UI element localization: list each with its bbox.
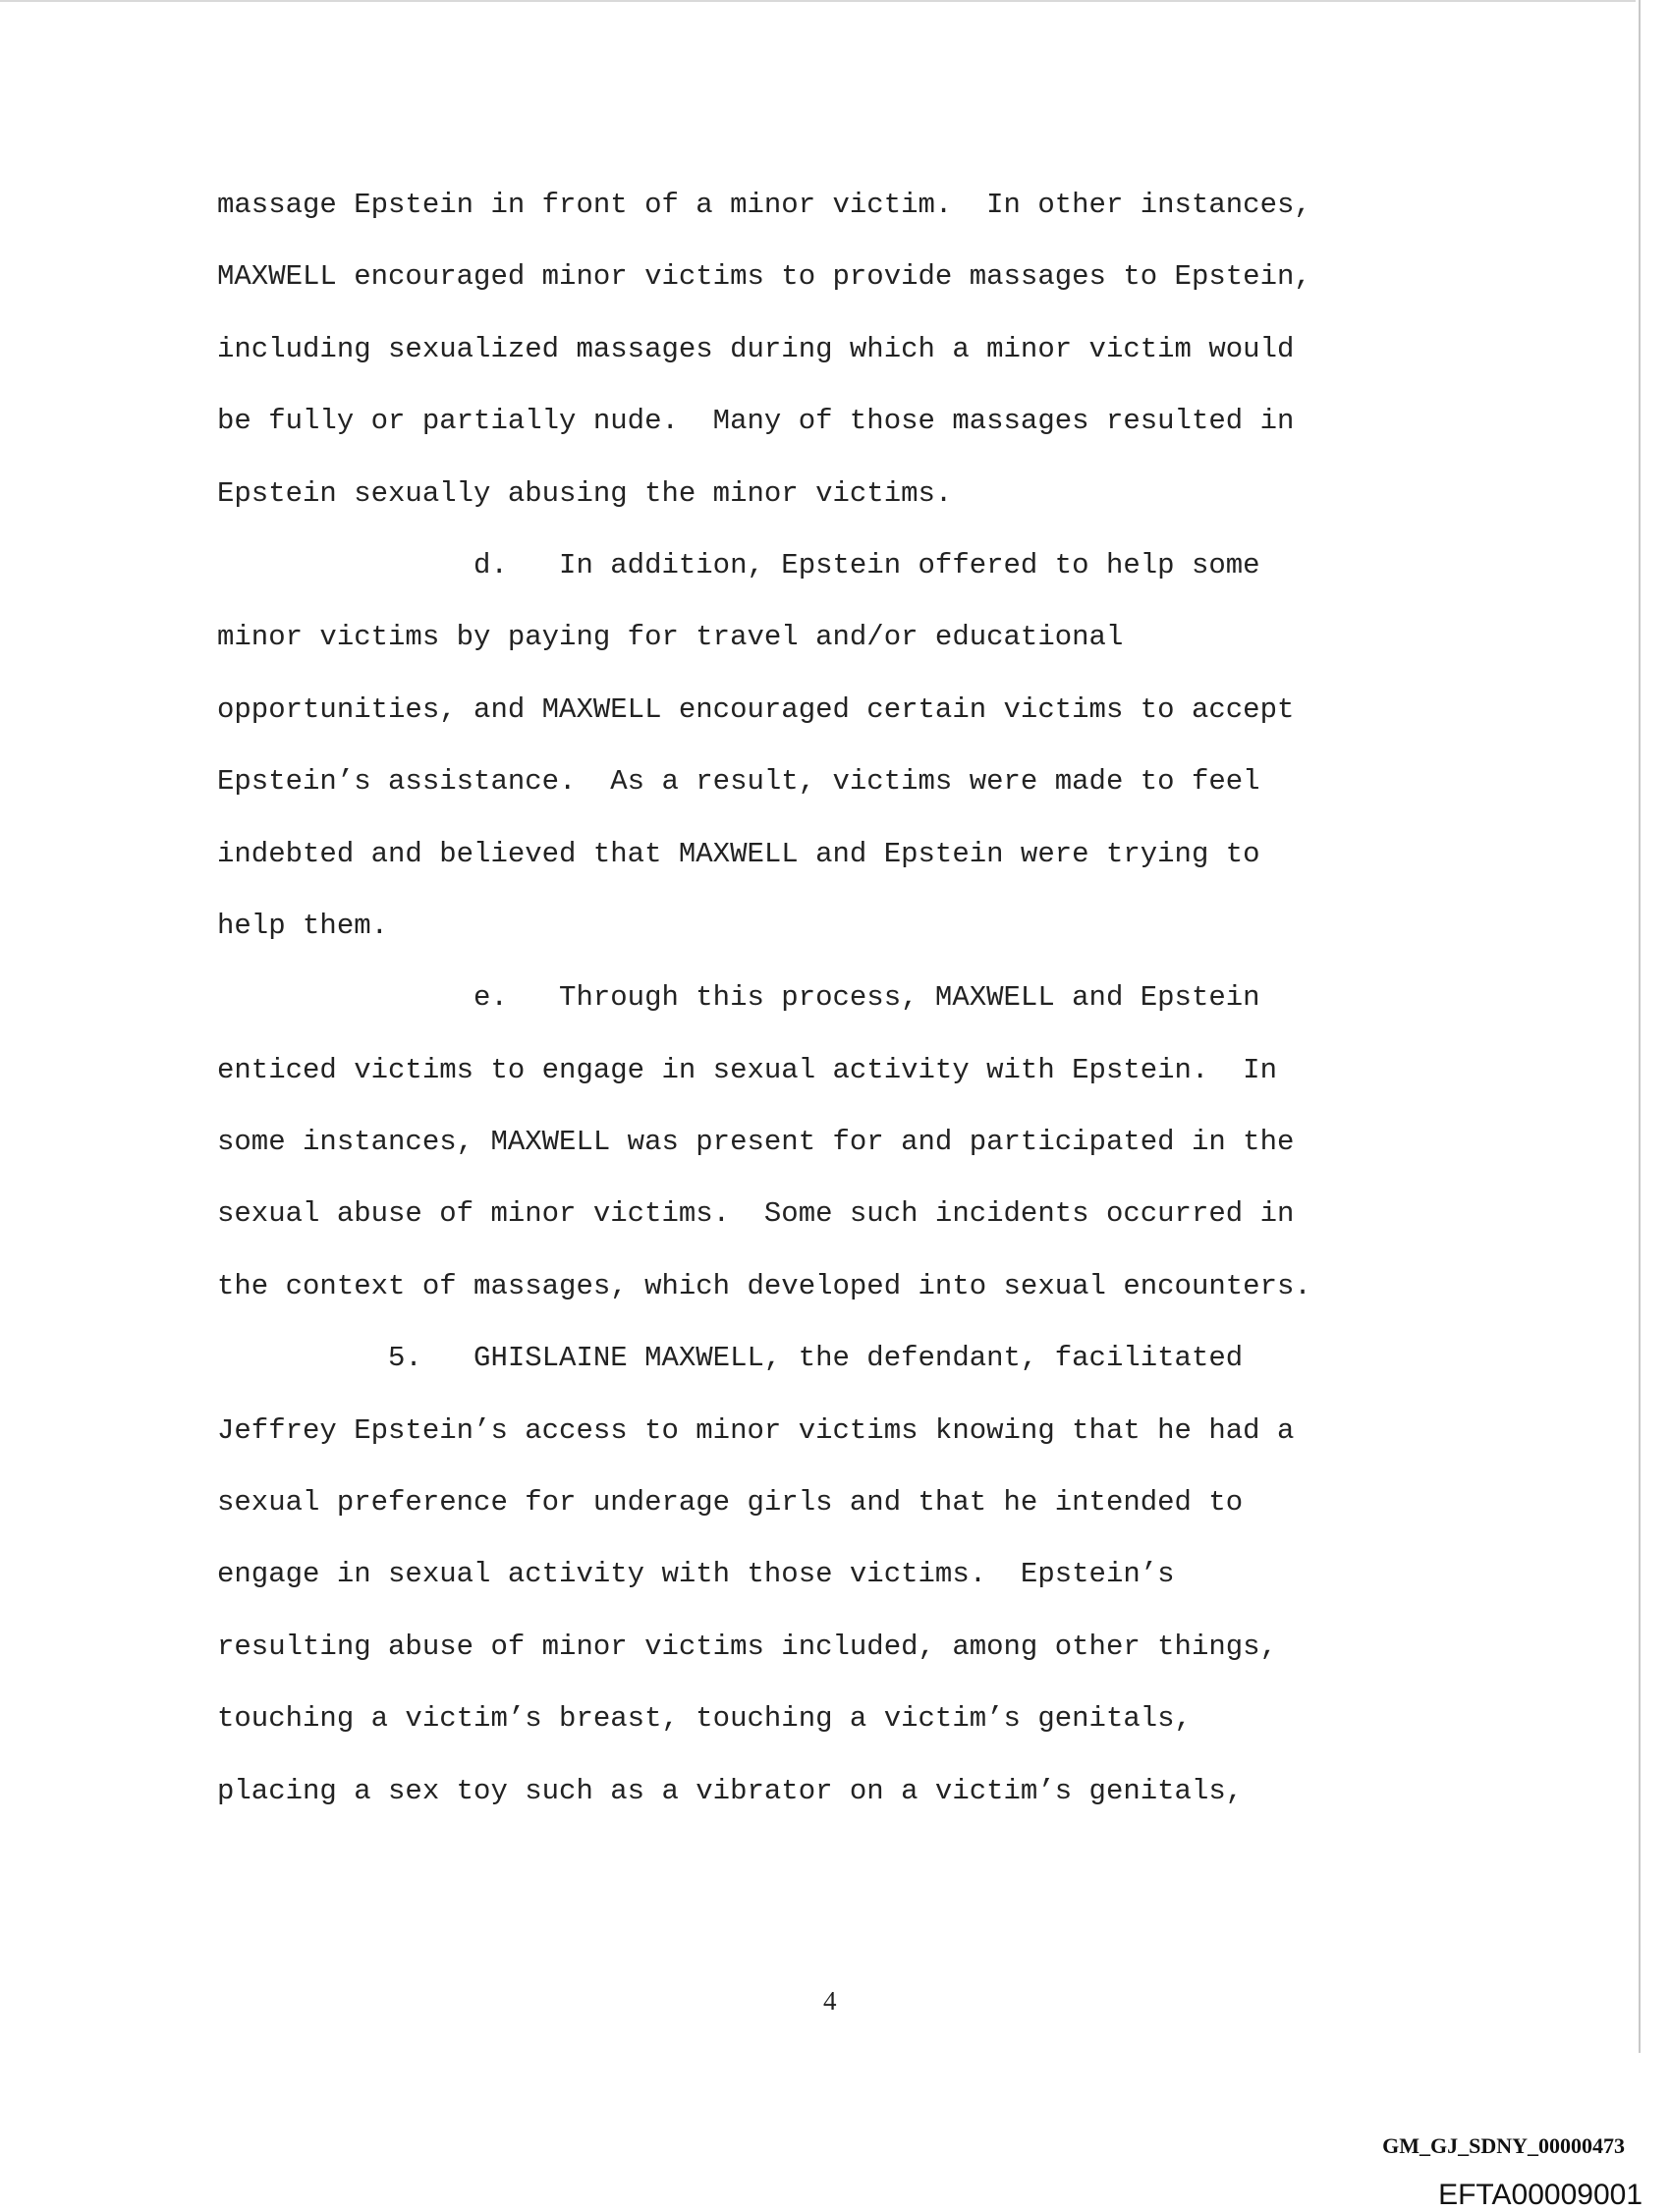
text-line: help them. [217, 909, 389, 942]
paragraph-d-start: d. In addition, Epstein offered to help some [217, 548, 1260, 581]
text-line: the context of massages, which developed into sexual encounters. [217, 1269, 1311, 1302]
paragraph-e-start: e. Through this process, MAXWELL and Epstein [217, 981, 1260, 1015]
document-body [217, 183, 1455, 1841]
page-number: 4 [823, 1986, 837, 2016]
text-line: opportunities, and MAXWELL encouraged certain victims to accept [217, 692, 1295, 726]
text-line: placing a sex toy such as a vibrator on a victim’s genitals, [217, 1774, 1244, 1807]
text-line: resulting abuse of minor victims included, among other things, [217, 1630, 1277, 1663]
text-line: indebted and believed that MAXWELL and Epstein were trying to [217, 837, 1260, 870]
text-line: MAXWELL encouraged minor victims to provide massages to Epstein, [217, 260, 1311, 294]
page-right-edge [1639, 0, 1641, 2053]
text-line: some instances, MAXWELL was present for and participated in the [217, 1126, 1295, 1159]
paragraph-5-start: 5. GHISLAINE MAXWELL, the defendant, facilitated [217, 1342, 1244, 1375]
text-line: sexual preference for underage girls and that he intended to [217, 1486, 1244, 1520]
text-line: including sexualized massages during which a minor victim would [217, 332, 1295, 365]
text-line: minor victims by paying for travel and/or educational [217, 621, 1124, 654]
text-line: Epstein’s assistance. As a result, victims were made to feel [217, 765, 1260, 799]
text-line: Jeffrey Epstein’s access to minor victims knowing that he had a [217, 1413, 1295, 1447]
text-line: engage in sexual activity with those victims. Epstein’s [217, 1558, 1175, 1591]
text-line: sexual abuse of minor victims. Some such incidents occurred in [217, 1197, 1295, 1231]
text-line: massage Epstein in front of a minor victim. In other instances, [217, 189, 1311, 221]
text-line: Epstein sexually abusing the minor victims. [217, 476, 953, 510]
bates-number: GM_GJ_SDNY_00000473 [1382, 2133, 1625, 2158]
page-top-edge [0, 0, 1636, 2]
efta-number: EFTA00009001 [1438, 2179, 1642, 2211]
text-line: touching a victim’s breast, touching a victim’s genitals, [217, 1702, 1192, 1736]
text-line: be fully or partially nude. Many of those massages resulted in [217, 405, 1295, 438]
text-line: enticed victims to engage in sexual activity with Epstein. In [217, 1053, 1277, 1086]
